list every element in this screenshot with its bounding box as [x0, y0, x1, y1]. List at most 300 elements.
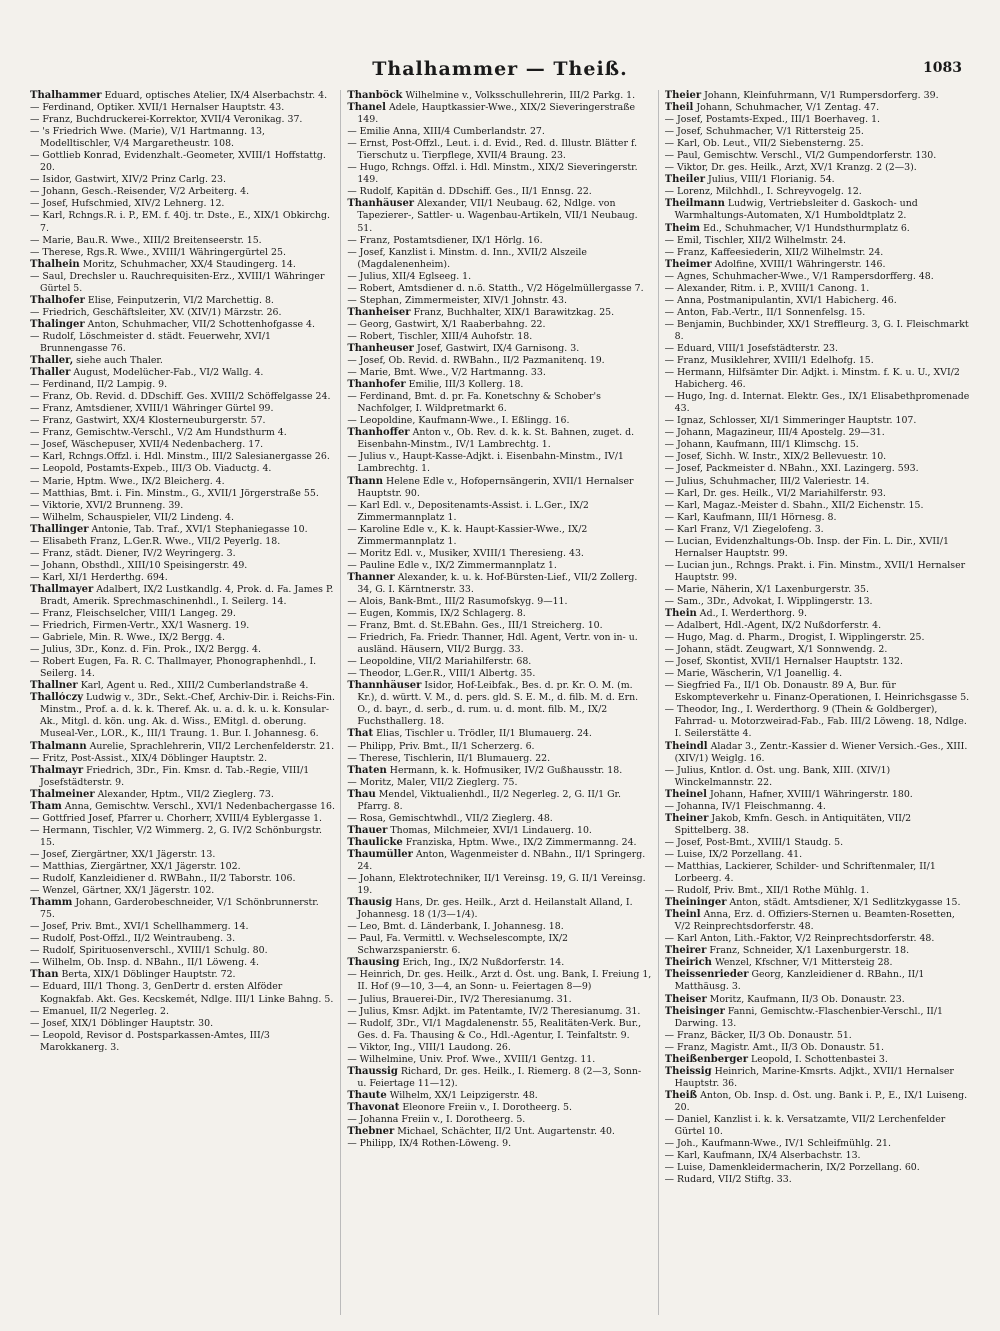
entry-text: — Franz, Buchdruckerei-Korrektor, XVII/4 Veronikag. 37. [30, 114, 303, 126]
directory-entry [347, 813, 652, 825]
entry-text: — Moritz Edl. v., Musiker, XVIII/1 Theresieng. 43. [347, 547, 584, 559]
directory-entry [30, 114, 335, 126]
directory-entry [665, 801, 970, 813]
entry-text: — Leopoldine, VII/2 Mariahilferstr. 68. [347, 656, 532, 668]
entry-text: Eleonore Freiin v., I. Dorotheerg. 5. [402, 1101, 572, 1113]
entry-text: — Marie, Hptm. Wwe., IX/2 Bleicherg. 4. [30, 475, 225, 487]
directory-entry [30, 295, 335, 307]
directory-entry [665, 885, 970, 897]
entry-surname: Theiser [664, 993, 707, 1005]
entry-surname: Thauer [347, 824, 388, 836]
entry-text: — Franz, Magistr. Amt., II/3 Ob. Donaustr. 51. [664, 1041, 884, 1053]
directory-entry [665, 512, 970, 524]
directory-entry [30, 1030, 335, 1054]
entry-text: — Gottfried Josef, Pfarrer u. Chorherr, XVIII/4 Eyblergasse 1. [30, 812, 323, 824]
directory-entry [665, 488, 970, 500]
entry-surname: Theier [664, 90, 702, 101]
directory-entry [665, 933, 970, 945]
entry-text: Mendel, Viktualienhdl., II/2 Negerleg. 2, G. II/1 Gr. Pfarrg. 8. [357, 788, 621, 812]
directory-entry [665, 102, 970, 114]
directory-entry [665, 620, 970, 632]
entry-text: — Johanna, IV/1 Fleischmanng. 4. [664, 800, 826, 812]
entry-text: — Eduard, III/1 Thong. 3, GenDertr d. ersten Alföder Kognakfab. Akt. Ges. Kecskemét, Ndlge. III/1 Linke Bahng. 5. [30, 981, 334, 1005]
directory-entry [347, 933, 652, 957]
entry-surname: Thaten [347, 764, 387, 776]
entry-surname: Theissenrieder [664, 969, 749, 981]
entry-surname: Theininger [664, 897, 727, 909]
directory-entry [347, 102, 652, 126]
entry-text: — Julius, 3Dr., Konz. d. Fin. Prok., IX/2 Bergg. 4. [30, 644, 261, 656]
directory-entry [347, 247, 652, 271]
entry-text: — Paul, Gemischtw. Verschl., VI/2 Gumpendorferstr. 130. [664, 150, 937, 162]
entry-surname: Thallner [30, 680, 78, 692]
entry-text: — Lucian, Evidenzhaltungs-Ob. Insp. der Fin. L. Dir., XVII/1 Hernalser Hauptstr. 99. [664, 535, 949, 559]
directory-entry [30, 198, 335, 210]
directory-entry [665, 1114, 970, 1138]
directory-entry [665, 223, 970, 235]
entry-text: — Hermann, Tischler, V/2 Wimmerg. 2, G. IV/2 Schönburgstr. 15. [30, 824, 323, 848]
directory-entry [665, 1006, 970, 1030]
directory-entry [665, 126, 970, 138]
entry-text: — Anton, Fab.-Vertr., II/1 Sonnenfelsg. 15. [664, 306, 866, 318]
directory-entry [347, 1138, 652, 1150]
entry-text: — Franz, städt. Diener, IV/2 Weyringerg. 3. [30, 547, 236, 559]
entry-text: — 's Friedrich Wwe. (Marie), V/1 Hartmanng. 13, Modelltischler, V/4 Margaretheustr. 108. [30, 126, 265, 150]
entry-surname: Thaulicke [347, 836, 403, 848]
directory-entry [665, 969, 970, 993]
entry-text: — Franz, Musiklehrer, XVIII/1 Edelhofg. 15. [664, 355, 874, 367]
directory-entry [30, 331, 335, 355]
directory-entry [30, 319, 335, 331]
directory-entry [665, 451, 970, 463]
directory-entry [665, 596, 970, 608]
entry-surname: Thanböck [347, 90, 403, 101]
entry-text: — Leopold, Postamts-Expeb., III/3 Ob. Viaductg. 4. [30, 463, 272, 475]
directory-entry [30, 186, 335, 198]
entry-text: — Karl, XI/1 Herderthg. 694. [30, 571, 168, 583]
entry-text: — Josef, Skontist, XVII/1 Hernalser Hauptstr. 132. [664, 656, 903, 668]
directory-entry [347, 1054, 652, 1066]
directory-entry [665, 680, 970, 704]
directory-entry [665, 861, 970, 885]
entry-surname: Theiler [664, 174, 705, 186]
running-title: Thalhammer — Theiß. [372, 58, 628, 80]
entry-text: Richard, Dr. ges. Heilk., I. Riemerg. 8 (2—3, Sonn- u. Feiertage 11—12). [357, 1065, 642, 1089]
directory-entry [665, 608, 970, 620]
directory-entry [347, 789, 652, 813]
directory-entry [347, 451, 652, 475]
entry-text: Emilie, III/3 Kollerg. 18. [408, 379, 524, 391]
directory-entry [347, 476, 652, 500]
directory-entry [30, 307, 335, 319]
directory-entry [30, 753, 335, 765]
entry-text: — Wenzel, Gärtner, XX/1 Jägerstr. 102. [30, 885, 215, 897]
directory-entry [665, 789, 970, 801]
entry-text: — Eduard, VIII/1 Josefstädterstr. 23. [664, 342, 839, 354]
entry-text: Hans, Dr. ges. Heilk., Arzt d. Heilanstalt Alland, I. Johannesg. 18 (1/3—1/4). [357, 897, 633, 921]
entry-text: — Leo, Bmt. d. Länderbank, I. Johannesg. 18. [347, 921, 564, 933]
directory-entry [665, 476, 970, 488]
entry-text: — Karl, Ob. Leut., VII/2 Siebensterng. 25. [664, 138, 864, 150]
directory-entry [347, 90, 652, 102]
directory-entry [665, 174, 970, 186]
directory-columns [30, 90, 970, 1315]
entry-text: — Josef, Wäschepuser, XVII/4 Nedenbacherg. 17. [30, 439, 264, 451]
entry-text: — Franz, Kaffeesiederin, XII/2 Wilhelmstr. 24. [664, 246, 884, 258]
entry-text: Ludwig, Vertriebsleiter d. Gaskoch- und Warmhaltungs-Automaten, X/1 Humboldtplatz 2. [674, 198, 918, 222]
entry-text: — Johann, Magazineur, III/4 Apostelg. 29—31. [664, 427, 885, 439]
entry-text: — Karl, Rchngs.R. i. P., EM. f. 40j. tr. Dste., E., XIX/1 Obkirchg. 7. [30, 210, 330, 234]
directory-entry [347, 319, 652, 331]
entry-surname: Theil [664, 102, 694, 114]
directory-entry [347, 283, 652, 295]
entry-text: — Josef, Sichh. W. Instr., XIX/2 Bellevuestr. 10. [664, 451, 887, 463]
entry-text: Georg, Kanzleidiener d. RBahn., II/1 Matthäusg. 3. [674, 969, 925, 993]
entry-surname: Theirer [664, 945, 707, 957]
directory-entry [30, 150, 335, 174]
directory-entry [665, 741, 970, 765]
entry-surname: Theilmann [664, 198, 725, 210]
directory-entry [30, 235, 335, 247]
directory-entry [665, 415, 970, 427]
directory-entry [30, 620, 335, 632]
entry-text: Adalbert, IX/2 Lustkandlg. 4, Prok. d. Fa. James P. Bradt, Amerik. Sprechmaschinenhdl., I. Seilerg. 14. [40, 583, 334, 607]
directory-entry [347, 1018, 652, 1042]
directory-entry [30, 1006, 335, 1018]
entry-text: — Viktor, Dr. ges. Heilk., Arzt, XV/1 Kranzg. 2 (2—3). [664, 162, 917, 174]
entry-text: — Johann, Obsthdl., XIII/10 Speisingerstr. 49. [30, 559, 248, 571]
directory-entry [665, 994, 970, 1006]
directory-entry [347, 1114, 652, 1126]
entry-text: — Robert, Amtsdiener d. n.ö. Statth., V/2 Högelmüllergasse 7. [347, 282, 644, 294]
entry-surname: That [347, 728, 374, 740]
directory-entry [30, 247, 335, 259]
entry-surname: Theisinger [664, 1005, 725, 1017]
entry-surname: Theißenberger [664, 1053, 749, 1065]
entry-text: Franz, Schneider, X/1 Laxenburgerstr. 18. [709, 945, 910, 957]
entry-surname: Thalmeiner [30, 788, 95, 800]
directory-entry [30, 656, 335, 680]
entry-text: Erich, Ing., IX/2 Nußdorferstr. 14. [402, 957, 565, 969]
directory-entry [30, 90, 335, 102]
directory-entry [30, 897, 335, 921]
entry-text: — Pauline Edle v., IX/2 Zimmermannplatz 1. [347, 559, 557, 571]
entry-text: Heinrich, Marine-Kmsrts. Adjkt., XVII/1 Hernalser Hauptstr. 36. [674, 1065, 954, 1089]
directory-entry [665, 1042, 970, 1054]
entry-surname: Theindl [664, 740, 708, 752]
entry-text: Wilhelmine v., Volksschullehrerin, III/2 Parkg. 1. [405, 90, 636, 101]
entry-text: — Benjamin, Buchbinder, XX/1 Streffleurg. 3, G. I. Fleischmarkt 8. [664, 318, 969, 342]
entry-text: — Philipp, IX/4 Rothen-Löweng. 9. [347, 1138, 512, 1150]
directory-entry [347, 765, 652, 777]
directory-entry [347, 897, 652, 921]
entry-text: Johann, Hafner, XVIII/1 Währingerstr. 180. [709, 788, 913, 800]
directory-entry [665, 500, 970, 512]
directory-entry [30, 765, 335, 789]
entry-text: Aladar 3., Zentr.-Kassier d. Wiener Versich.-Ges., XIII. (XIV/1) Weiglg. 16. [674, 740, 968, 764]
directory-entry [347, 572, 652, 596]
directory-entry [665, 307, 970, 319]
directory-entry [347, 271, 652, 283]
entry-text: Josef, Gastwirt, IX/4 Garnisong. 3. [416, 342, 580, 354]
directory-entry [665, 945, 970, 957]
entry-text: Moritz, Schuhmacher, XX/4 Staudingerg. 14. [82, 258, 296, 270]
entry-text: — Karoline Edle v., K. k. Haupt-Kassier-Wwe., IX/2 Zimmermannplatz 1. [347, 523, 588, 547]
directory-entry [665, 560, 970, 584]
directory-entry [30, 789, 335, 801]
entry-text: — Franz, Bäcker, II/3 Ob. Donaustr. 51. [664, 1029, 852, 1041]
entry-text: Michael, Schächter, II/2 Unt. Augartenstr. 40. [397, 1126, 615, 1138]
directory-entry [30, 801, 335, 813]
entry-surname: Theissig [664, 1065, 712, 1077]
entry-text: Eduard, optisches Atelier, IX/4 Alserbachstr. 4. [104, 90, 328, 101]
entry-text: Johann, Kleinfuhrmann, V/1 Rumpersdorferg. 39. [704, 90, 939, 101]
entry-text: — Rudard, VII/2 Stiftg. 33. [664, 1174, 792, 1186]
entry-surname: Theiner [664, 812, 709, 824]
directory-entry [30, 680, 335, 692]
directory-entry [30, 271, 335, 295]
directory-entry [347, 741, 652, 753]
directory-entry [30, 548, 335, 560]
directory-entry [347, 728, 652, 740]
directory-entry [30, 259, 335, 271]
entry-text: — Karl, Kaufmann, IX/4 Alserbachstr. 13. [664, 1150, 861, 1162]
entry-text: — Agnes, Schuhmacher-Wwe., V/1 Rampersdorfferg. 48. [664, 270, 934, 282]
entry-text: Wenzel, Kfschner, V/1 Mittersteig 28. [714, 957, 893, 969]
directory-entry [30, 463, 335, 475]
entry-text: Hermann, k. k. Hofmusiker, IV/2 Gußhausstr. 18. [389, 764, 623, 776]
directory-entry [347, 331, 652, 343]
directory-entry [347, 560, 652, 572]
directory-entry [347, 138, 652, 162]
entry-text: — Hugo, Rchngs. Offzl. i. Hdl. Minstm., XIX/2 Sieveringerstr. 149. [347, 162, 638, 186]
entry-text: — Therese, Tischlerin, II/1 Blumauerg. 22. [347, 752, 551, 764]
directory-entry [30, 957, 335, 969]
entry-text: — Alexander, Ritm. i. P., XVIII/1 Canong. 1. [664, 282, 870, 294]
directory-entry [347, 825, 652, 837]
entry-text: — Julius, Brauerei-Dir., IV/2 Theresianumg. 31. [347, 993, 572, 1005]
entry-text: — Rudolf, Spirituosenverschl., XVIII/1 Schulg. 80. [30, 945, 268, 957]
entry-surname: Thanhofer [347, 379, 406, 391]
directory-entry [665, 704, 970, 740]
directory-entry [347, 957, 652, 969]
directory-entry [665, 186, 970, 198]
entry-text: — Johann, Elektrotechniker, II/1 Vereinsg. 19, G. II/1 Vereinsg. 19. [347, 873, 646, 897]
directory-entry [347, 1126, 652, 1138]
entry-text: — Julius v., Haupt-Kasse-Adjkt. i. Eisenbahn-Minstm., IV/1 Lambrechtg. 1. [347, 451, 624, 475]
entry-text: — Emilie Anna, XIII/4 Cumberlandstr. 27. [347, 126, 545, 138]
directory-entry [665, 632, 970, 644]
directory-entry [30, 415, 335, 427]
directory-entry [30, 945, 335, 957]
entry-text: — Marie, Näherin, X/1 Laxenburgerstr. 35. [664, 583, 869, 595]
directory-entry [30, 355, 335, 367]
directory-entry [347, 777, 652, 789]
entry-text: — Josef, Ziergärtner, XX/1 Jägerstr. 13. [30, 848, 216, 860]
entry-text: — Friedrich, Geschäftsleiter, XV. (XIV/1) Märzstr. 26. [30, 306, 282, 318]
directory-entry [347, 849, 652, 873]
entry-text: Anton, städt. Amtsdiener, X/1 Sedlitzkygasse 15. [729, 897, 961, 909]
entry-surname: Thann [347, 475, 384, 487]
entry-text: — Moritz, Maler, VII/2 Zieglerg. 75. [347, 776, 518, 788]
entry-text: — Sam., 3Dr., Advokat, I. Wipplingerstr. 13. [664, 595, 873, 607]
directory-entry [30, 608, 335, 620]
entry-text: Franz, Buchhalter, XIX/1 Barawitzkag. 25. [413, 306, 615, 318]
directory-entry [665, 765, 970, 789]
entry-surname: Thalmayr [30, 764, 84, 776]
entry-text: Friedrich, 3Dr., Fin. Kmsr. d. Tab.-Regie, VIII/1 Josefstädterstr. 9. [40, 764, 310, 788]
entry-text: — Karl Edl. v., Depositenamts-Assist. i. L.Ger., IX/2 Zimmermannplatz 1. [347, 499, 589, 523]
directory-entry [665, 536, 970, 560]
entry-text: Alexander, Hptm., VII/2 Zieglerg. 73. [97, 788, 274, 800]
entry-surname: Thanheuser [347, 342, 414, 354]
entry-text: Elias, Tischler u. Trödler, II/1 Blumauerg. 24. [376, 728, 592, 740]
directory-entry [30, 488, 335, 500]
entry-surname: Thanner [347, 571, 395, 583]
entry-text: — Matthias, Ziergärtner, XX/1 Jägerstr. 102. [30, 861, 241, 872]
directory-entry [30, 403, 335, 415]
entry-text: — Julius, Schuhmacher, III/2 Valeriestr. 14. [664, 475, 870, 487]
directory-entry [665, 584, 970, 596]
entry-text: — Johann, Gesch.-Reisender, V/2 Arbeiterg. 4. [30, 186, 250, 198]
directory-entry [665, 524, 970, 536]
entry-surname: Thaller [30, 367, 71, 379]
entry-text: — Leopoldine, Kaufmann-Wwe., I. Eßlingg. 16. [347, 415, 570, 427]
entry-text: — Josef, Hufschmied, XIV/2 Lehnerg. 12. [30, 198, 225, 210]
entry-text: — Heinrich, Dr. ges. Heilk., Arzt d. Öst. ung. Bank, I. Freiung 1, II. Hof (9—10, 3—4, an Sonn- u. Feiertagen 8—9) [347, 969, 652, 993]
directory-entry [30, 861, 335, 873]
entry-text: August, Modelücher-Fab., VI/2 Wallg. 4. [73, 367, 264, 379]
entry-text: Thomas, Milchmeier, XVI/1 Lindauerg. 10. [390, 824, 592, 836]
entry-text: — Josef, Postamts-Exped., III/1 Boerhaveg. 1. [664, 114, 881, 126]
entry-text: Jakob, Kmfn. Gesch. in Antiquitäten, VII/2 Spittelberg. 38. [674, 812, 912, 836]
entry-text: — Josef, Ob. Revid. d. RWBahn., II/2 Pazmanitenq. 19. [347, 355, 605, 367]
entry-text: — Julius, XII/4 Eglseeg. 1. [347, 270, 472, 282]
directory-entry [665, 114, 970, 126]
entry-text: — Josef, Priv. Bmt., XVI/1 Schellhammerg. 14. [30, 921, 249, 933]
directory-entry [30, 572, 335, 584]
directory-entry [30, 873, 335, 885]
entry-text: — Marie, Bmt. Wwe., V/2 Hartmanng. 33. [347, 367, 546, 379]
entry-text: — Karl, Magaz.-Meister d. Sbahn., XII/2 Eichenstr. 15. [664, 499, 924, 511]
entry-text: Karl, Agent u. Red., XIII/2 Cumberlandstraße 4. [80, 680, 309, 692]
directory-entry [30, 102, 335, 114]
directory-entry [665, 668, 970, 680]
entry-text: — Rudolf, Kapitän d. DDschiff. Ges., II/1 Ennsg. 22. [347, 186, 592, 198]
entry-text: Julius, VIII/1 Florianig. 54. [707, 174, 835, 186]
entry-text: — Ignaz, Schlosser, XI/1 Simmeringer Hauptstr. 107. [664, 415, 917, 427]
entry-text: — Karl, Rchngs.Offzl. i. Hdl. Minstm., III/2 Salesianergasse 26. [30, 451, 330, 463]
entry-surname: Thaussig [347, 1065, 398, 1077]
directory-entry [665, 909, 970, 933]
entry-text: — Wilhelmine, Univ. Prof. Wwe., XVIII/1 Gentzg. 11. [347, 1053, 596, 1065]
entry-surname: Thanhoffer [347, 427, 410, 439]
directory-entry [665, 957, 970, 969]
entry-text: — Robert Eugen, Fa. R. C. Thallmayer, Phonographenhdl., I. Seilerg. 14. [30, 656, 317, 680]
directory-entry [30, 536, 335, 548]
directory-entry [665, 656, 970, 668]
directory-entry [665, 1090, 970, 1114]
entry-text: — Adalbert, Hdl.-Agent, IX/2 Nußdorferstr. 4. [664, 620, 882, 632]
entry-surname: Thannhäuser [347, 680, 422, 692]
directory-entry [347, 596, 652, 608]
directory-entry [30, 427, 335, 439]
entry-text: — Josef, Packmeister d. NBahn., XXI. Lazingerg. 593. [664, 463, 919, 475]
entry-text: Antonie, Tab. Traf., XVI/1 Stephaniegasse 10. [91, 523, 308, 535]
directory-entry [30, 524, 335, 536]
directory-entry [665, 644, 970, 656]
entry-surname: Theinel [664, 788, 707, 800]
entry-text: — Viktorie, XVI/2 Brunneng. 39. [30, 499, 184, 511]
directory-entry [665, 849, 970, 861]
directory-entry [30, 825, 335, 849]
entry-surname: Theimer [664, 258, 712, 270]
directory-entry [30, 560, 335, 572]
entry-surname: Theim [664, 222, 701, 234]
directory-entry [347, 548, 652, 560]
entry-text: — Rudolf, 3Dr., VI/1 Magdalenenstr. 55, Realitäten-Verk. Bur., Ges. d. Fa. Thausing & Co., Hdl.-Agentur, I. Teinfaltstr. 9. [347, 1017, 642, 1041]
directory-entry [347, 620, 652, 632]
directory-entry [30, 632, 335, 644]
entry-text: Berta, XIX/1 Döblinger Hauptstr. 72. [61, 969, 236, 981]
entry-text: — Josef, XIX/1 Döblinger Hauptstr. 30. [30, 1017, 214, 1029]
entry-text: — Ferdinand, Bmt. d. pr. Fa. Konetschny & Schober's Nachfolger, I. Wildpretmarkt 6. [347, 391, 601, 415]
entry-text: — Franz, Gastwirt, XX/4 Klosterneuburgerstr. 57. [30, 415, 266, 427]
entry-surname: Thalhofer [30, 294, 85, 306]
directory-entry [347, 379, 652, 391]
directory-entry [347, 837, 652, 849]
entry-text: — Isidor, Gastwirt, XIV/2 Prinz Carlg. 23. [30, 174, 226, 186]
entry-text: — Robert, Tischler, XIII/4 Auhofstr. 18. [347, 330, 533, 342]
entry-text: — Ferdinand, Optiker. XVII/1 Hernalser Hauptstr. 43. [30, 102, 285, 114]
directory-entry [665, 150, 970, 162]
entry-text: Franziska, Hptm. Wwe., IX/2 Zimmermanng. 24. [405, 836, 637, 848]
directory-entry [30, 584, 335, 608]
directory-entry [30, 933, 335, 945]
directory-entry [30, 379, 335, 391]
directory-entry [347, 632, 652, 656]
entry-text: Johann, Garderobeschneider, V/1 Schönbrunnerstr. 75. [40, 897, 319, 921]
entry-text: — Julius, Kntlor. d. Öst. ung. Bank, XIII. (XIV/1) Winckelmannstr. 22. [664, 764, 891, 788]
directory-entry [665, 1030, 970, 1042]
entry-text: — Franz, Ob. Revid. d. DDschiff. Ges. XVIII/2 Schöffelgasse 24. [30, 391, 331, 403]
directory-entry [347, 524, 652, 548]
entry-text: — Karl, Kaufmann, III/1 Hörnesg. 8. [664, 511, 837, 523]
entry-text: — Wilhelm, Ob. Insp. d. NBahn., II/1 Löweng. 4. [30, 957, 259, 969]
entry-text: — Franz, Gemischtw.-Verschl., V/2 Am Hundsthurm 4. [30, 427, 287, 439]
entry-text: — Johann, Kaufmann, III/1 Klimschg. 15. [664, 439, 859, 451]
directory-entry [347, 668, 652, 680]
directory-entry [347, 415, 652, 427]
entry-text: — Elisabeth Franz, L.Ger.R. Wwe., VII/2 Peyerlg. 18. [30, 535, 281, 547]
entry-text: Alexander, VII/1 Neubaug. 62, Ndlge. von Tapezierer-, Sattler- u. Wagenbau-Artikeln, VII/1 Neubaug. 51. [357, 198, 638, 234]
entry-text: — Luise, IX/2 Porzellang. 41. [664, 848, 803, 860]
entry-surname: Thallóczy [30, 692, 84, 704]
entry-text: — Karl Franz, V/1 Ziegelofeng. 3. [664, 523, 824, 535]
directory-entry [347, 1102, 652, 1114]
entry-text: — Theodor, Ing., I. Werderthorg. 9 (Thein & Goldberger), Fahrrad- u. Motorzweirad-Fab., Fab. III/2 Löweng. 18, Ndlge. I. Seilerstätte 4. [664, 704, 967, 740]
entry-text: — Fritz, Post-Assist., XIX/4 Döblinger Hauptstr. 2. [30, 752, 268, 764]
entry-text: — Marie, Wäscherin, V/1 Joanellig. 4. [664, 668, 843, 680]
entry-surname: Thausig [347, 897, 393, 909]
directory-entry [665, 259, 970, 271]
entry-text: — Franz, Bmt. d. St.EBahn. Ges., III/1 Streicherg. 10. [347, 620, 603, 632]
directory-entry [30, 126, 335, 150]
entry-text: — Rudolf, Post-Offzl., II/2 Weintraubeng. 3. [30, 933, 236, 945]
entry-text: — Georg, Gastwirt, X/1 Raaberbahng. 22. [347, 318, 546, 330]
entry-text: Elise, Feinputzerin, VI/2 Marchettig. 8. [87, 294, 274, 306]
directory-entry [347, 235, 652, 247]
